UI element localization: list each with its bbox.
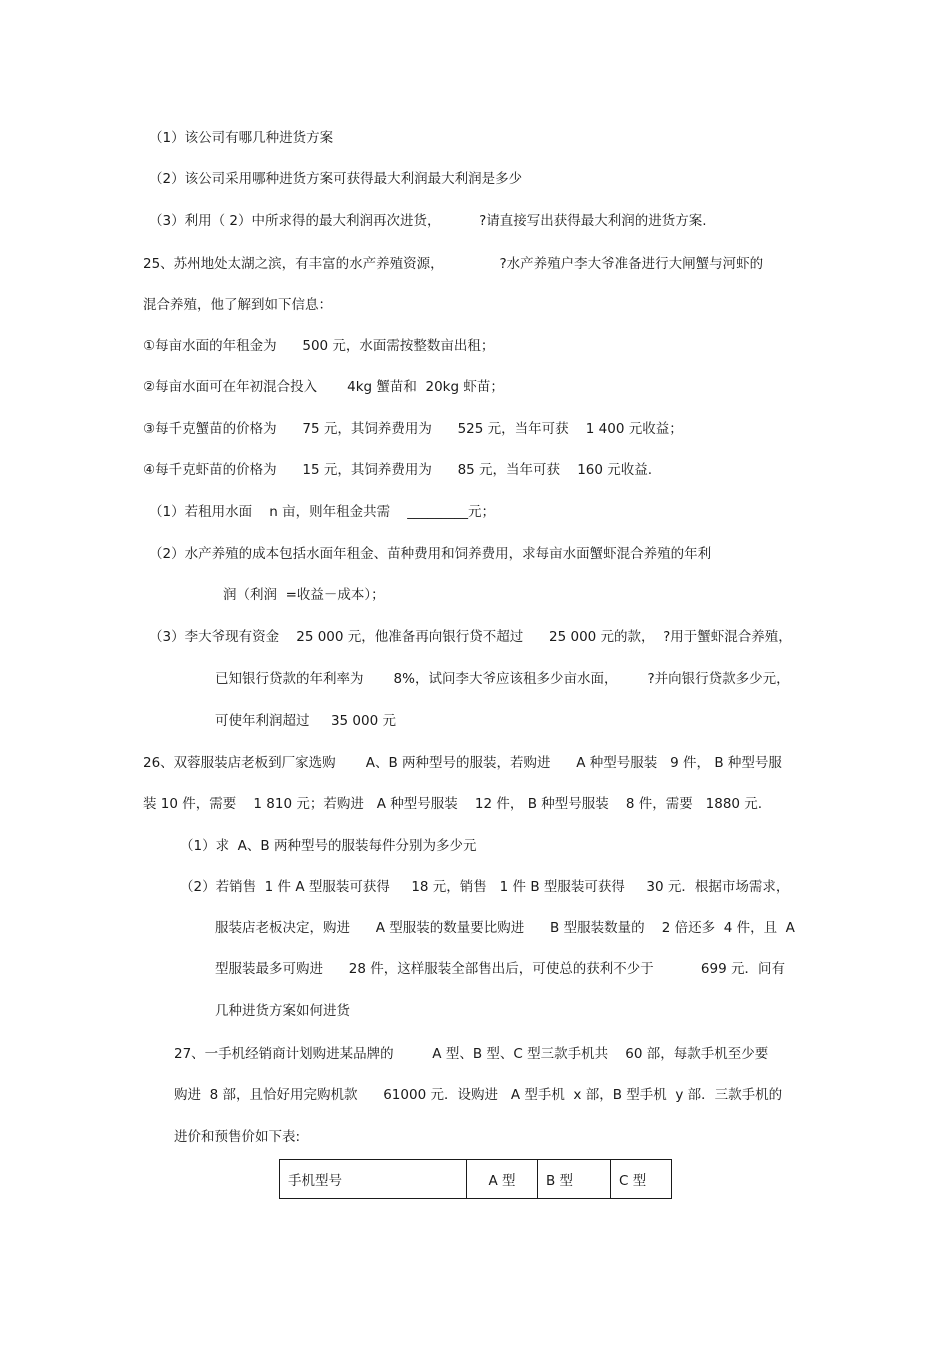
q26-sub1: （1）求 A、B 两种型号的服装每件分别为多少元 bbox=[180, 838, 477, 854]
q27-intro-line3: 进价和预售价如下表: bbox=[174, 1129, 301, 1145]
q25-intro-line2: 混合养殖，他了解到如下信息： bbox=[143, 297, 332, 313]
header-cell-type-a: A 型 bbox=[467, 1160, 538, 1199]
q26-sub2-line3: 型服装最多可购进 28 件，这样服装全部售出后，可使总的获利不少于 699 元．问有 bbox=[215, 961, 785, 977]
q25-sub2-line2: 润（利润 =收益－成本）； bbox=[223, 587, 385, 603]
q25-sub3-line3: 可使年利润超过 35 000 元 bbox=[215, 713, 396, 729]
header-cell-type-c: C 型 bbox=[611, 1160, 672, 1199]
q24-sub2: （2）该公司采用哪种进货方案可获得最大利润最大利润是多少 bbox=[149, 171, 523, 187]
q25-info2: ②每亩水面可在年初混合投入 4kg 蟹苗和 20kg 虾苗； bbox=[143, 379, 504, 395]
q25-intro-line1: 25、苏州地处太湖之滨，有丰富的水产养殖资源， ?水产养殖户李大爷准备进行大闸蟹与河虾的 bbox=[143, 256, 764, 272]
q25-sub3-line1: （3）李大爷现有资金 25 000 元，他准备再向银行贷不超过 25 000 元的款， ?用于蟹虾混合养殖， bbox=[149, 629, 792, 645]
q25-info3: ③每千克蟹苗的价格为 75 元，其饲养费用为 525 元，当年可获 1 400 元收益； bbox=[143, 421, 683, 437]
q25-sub1: （1）若租用水面 n 亩，则年租金共需 _________元； bbox=[149, 504, 496, 520]
phone-price-table bbox=[279, 1159, 672, 1199]
q26-sub2-line4: 几种进货方案如何进货 bbox=[215, 1003, 350, 1019]
q25-info4: ④每千克虾苗的价格为 15 元，其饲养费用为 85 元，当年可获 160 元收益. bbox=[143, 462, 653, 478]
table-header-row bbox=[280, 1160, 672, 1199]
q27-intro-line1: 27、一手机经销商计划购进某品牌的 A 型、B 型、C 型三款手机共 60 部，每款手机至少要 bbox=[174, 1046, 769, 1062]
q26-sub2-line1: （2）若销售 1 件 A 型服装可获得 18 元，销售 1 件 B 型服装可获得 30 元．根据市场需求， bbox=[180, 879, 790, 895]
q24-sub3: （3）利用（ 2）中所求得的最大利润再次进货， ?请直接写出获得最大利润的进货方案. bbox=[149, 213, 707, 229]
q25-sub2-line1: （2）水产养殖的成本包括水面年租金、苗种费用和饲养费用，求每亩水面蟹虾混合养殖的年利 bbox=[149, 546, 712, 562]
q26-sub2-line2: 服装店老板决定，购进 A 型服装的数量要比购进 B 型服装数量的 2 倍还多 4 件，且 A bbox=[215, 920, 795, 936]
header-cell-model: 手机型号 bbox=[280, 1160, 467, 1199]
q26-intro-line1: 26、双蓉服装店老板到厂家选购 A、B 两种型号的服装，若购进 A 种型号服装 9 件， B 种型号服 bbox=[143, 755, 782, 771]
header-cell-type-b: B 型 bbox=[538, 1160, 611, 1199]
q25-info1: ①每亩水面的年租金为 500 元，水面需按整数亩出租； bbox=[143, 338, 495, 354]
q27-intro-line2: 购进 8 部，且恰好用完购机款 61000 元．设购进 A 型手机 x 部，B 型手机 y 部．三款手机的 bbox=[174, 1087, 783, 1103]
q26-intro-line2: 装 10 件，需要 1 810 元；若购进 A 种型号服装 12 件， B 种型号服装 8 件，需要 1880 元. bbox=[143, 796, 763, 812]
q24-sub1: （1）该公司有哪几种进货方案 bbox=[149, 130, 334, 146]
q25-sub3-line2: 已知银行贷款的年利率为 8%，试问李大爷应该租多少亩水面， ?并向银行贷款多少元， bbox=[215, 671, 790, 687]
